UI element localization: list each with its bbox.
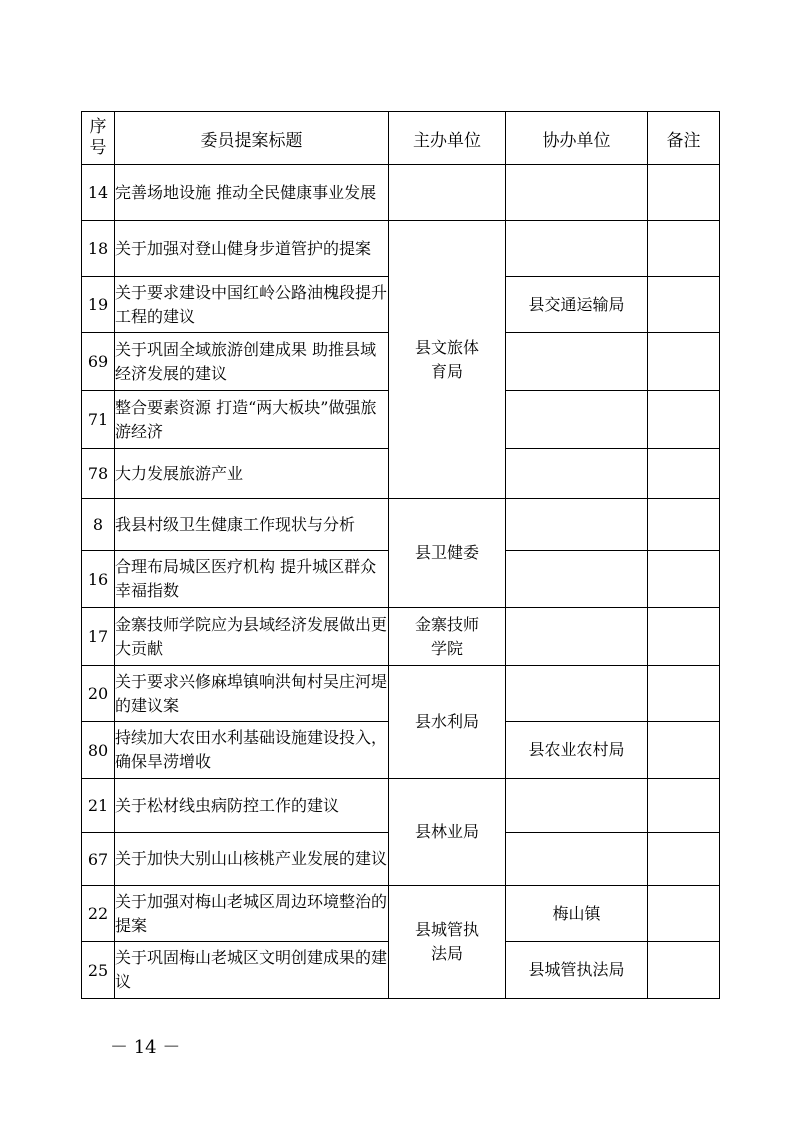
row-title: 关于松材线虫病防控工作的建议 [115,779,389,833]
row-cohost [506,779,648,833]
row-num: 22 [82,886,115,942]
row-remark [648,942,720,999]
row-remark [648,277,720,333]
row-cohost [506,608,648,666]
row-remark [648,391,720,449]
row-num: 78 [82,449,115,499]
row-title: 关于要求建设中国红岭公路油槐段提升工程的建议 [115,277,389,333]
header-remark: 备注 [648,112,720,165]
row-remark [648,886,720,942]
row-remark [648,333,720,391]
row-host: 县水利局 [389,666,506,779]
row-remark [648,779,720,833]
table-row [82,666,720,722]
row-cohost [506,833,648,886]
row-num: 21 [82,779,115,833]
row-remark [648,608,720,666]
row-cohost [506,499,648,551]
row-cohost [506,551,648,608]
row-remark [648,833,720,886]
row-title: 完善场地设施 推动全民健康事业发展 [115,165,389,221]
row-remark [648,722,720,779]
row-title: 合理布局城区医疗机构 提升城区群众幸福指数 [115,551,389,608]
row-remark [648,499,720,551]
header-cohost: 协办单位 [506,112,648,165]
row-cohost [506,165,648,221]
row-remark [648,449,720,499]
row-cohost [506,449,648,499]
row-title: 关于巩固全域旅游创建成果 助推县域经济发展的建议 [115,333,389,391]
row-num: 18 [82,221,115,277]
page-number: － 14 － [110,1037,181,1058]
row-num: 19 [82,277,115,333]
table-row [82,886,720,942]
table-row [82,608,720,666]
row-remark [648,551,720,608]
row-num: 8 [82,499,115,551]
table-row [82,499,720,551]
row-num: 80 [82,722,115,779]
row-remark [648,221,720,277]
row-title: 关于加强对登山健身步道管护的提案 [115,221,389,277]
row-cohost [506,391,648,449]
row-host [389,608,506,666]
row-host [389,886,506,999]
row-title: 持续加大农田水利基础设施建设投入，确保旱涝增收 [115,722,389,779]
row-title: 我县村级卫生健康工作现状与分析 [115,499,389,551]
proposal-table [81,111,720,999]
row-num: 20 [82,666,115,722]
host-label: 县文旅体育局 [414,337,479,381]
row-num: 16 [82,551,115,608]
table-header-row [82,112,720,165]
row-num: 14 [82,165,115,221]
table-row [82,779,720,833]
row-host [389,165,506,221]
row-host [389,221,506,499]
row-title: 关于巩固梅山老城区文明创建成果的建议 [115,942,389,999]
row-num: 71 [82,391,115,449]
host-label: 县城管执法局 [414,920,479,963]
row-remark [648,666,720,722]
header-seq: 序号 [82,112,115,165]
row-cohost [506,221,648,277]
header-title: 委员提案标题 [115,112,389,165]
row-title: 关于加强对梅山老城区周边环境整治的提案 [115,886,389,942]
row-cohost: 县城管执法局 [506,942,648,999]
row-num: 17 [82,608,115,666]
table-row [82,221,720,277]
row-num: 25 [82,942,115,999]
row-cohost: 县交通运输局 [506,277,648,333]
row-host: 县卫健委 [389,499,506,608]
row-remark [648,165,720,221]
row-num: 69 [82,333,115,391]
row-cohost [506,666,648,722]
row-num: 67 [82,833,115,886]
host-label: 金寨技师学院 [414,614,479,658]
row-title: 关于加快大别山山核桃产业发展的建议 [115,833,389,886]
row-cohost: 县农业农村局 [506,722,648,779]
row-title: 金寨技师学院应为县域经济发展做出更大贡献 [115,608,389,666]
row-cohost [506,333,648,391]
row-cohost: 梅山镇 [506,886,648,942]
row-title: 大力发展旅游产业 [115,449,389,499]
row-title: 关于要求兴修麻埠镇响洪甸村吴庄河堤的建议案 [115,666,389,722]
header-host: 主办单位 [389,112,506,165]
row-title: 整合要素资源 打造“两大板块”做强旅游经济 [115,391,389,449]
table-row [82,165,720,221]
row-host: 县林业局 [389,779,506,886]
